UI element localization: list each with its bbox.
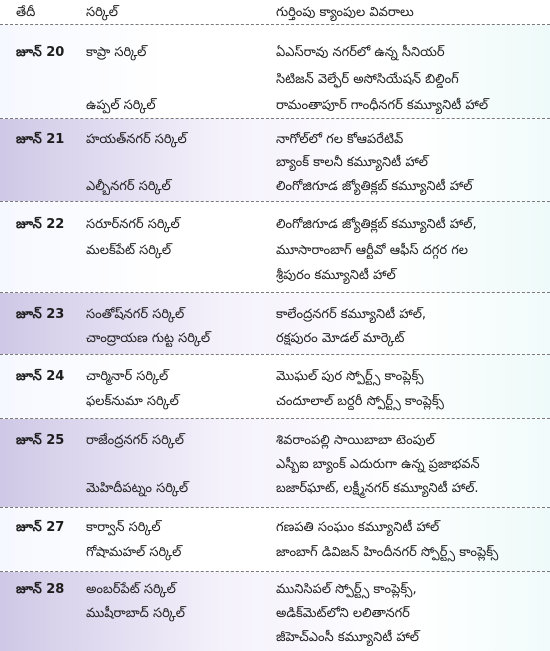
row-venue: మూసారాంబాగ్ ఆర్టీవో ఆఫీస్ దగ్గర గల: [276, 243, 468, 258]
row-circle: రాజేంద్రనగర్ సర్కిల్: [86, 433, 184, 448]
row-date: జూన్ 23: [16, 307, 65, 322]
row-circle: సరూర్‌నగర్ సర్కిల్: [86, 217, 180, 232]
table-row: [0, 572, 550, 651]
row-circle: చాంద్రాయణ గుట్ట సర్కిల్: [86, 331, 211, 346]
row-venue: శ్రీపురం కమ్యూనిటీ హాల్: [276, 268, 396, 283]
row-venue: కాలేంద్రనగర్ కమ్యూనిటీ హాల్,: [276, 307, 427, 322]
row-circle: కార్వాన్ సర్కిల్: [86, 520, 161, 535]
row-venue: రామంతాపూర్ గాంధీనగర్ కమ్యూనిటీ హాల్: [276, 98, 489, 113]
row-venue: బ్యాంక్ కాలనీ కమ్యూనిటీ హాల్: [276, 155, 428, 170]
row-venue: ఏఎస్‌రావు నగర్‌లో ఉన్న సీనియర్: [276, 45, 445, 60]
table-row: [0, 293, 550, 354]
table-row: [0, 25, 550, 118]
row-date: జూన్ 25: [16, 433, 65, 448]
table-header: [0, 0, 550, 24]
row-circle: ఉప్పల్ సర్కిల్: [86, 98, 156, 113]
row-venue: బజార్‌ఘాట్, లక్ష్మీనగర్ కమ్యూనిటీ హాల్.: [276, 481, 479, 496]
row-date: జూన్ 27: [16, 520, 65, 535]
row-date: జూన్ 24: [16, 369, 65, 384]
header-date: తేదీ: [16, 5, 36, 20]
row-circle: కాప్రా సర్కిల్: [86, 45, 147, 60]
row-circle: మెహిదీపట్నం సర్కిల్: [86, 481, 189, 496]
row-circle: చార్మినార్ సర్కిల్: [86, 369, 169, 384]
row-date: జూన్ 21: [16, 132, 65, 147]
row-date: జూన్ 20: [16, 45, 65, 60]
row-venue: గణపతి సంఘం కమ్యూనిటీ హాల్: [276, 520, 440, 535]
header-circle: సర్కిల్: [86, 5, 118, 20]
row-venue: అడిక్‌మెట్‌లోని లలితానగర్: [276, 606, 410, 621]
row-venue: ఎస్బీఐ బ్యాంక్ ఎదురుగా ఉన్న ప్రజాభవన్: [276, 457, 480, 472]
row-circle: ఫలక్‌నుమా సర్కిల్: [86, 394, 179, 409]
table-row: [0, 355, 550, 418]
row-circle: ముషీరాబాద్ సర్కిల్: [86, 606, 185, 621]
row-date: జూన్ 22: [16, 217, 65, 232]
row-circle: సంతోష్‌నగర్ సర్కిల్: [86, 307, 185, 322]
row-circle: ఎల్బీనగర్ సర్కిల్: [86, 179, 171, 194]
row-venue: మొఘల్ పుర స్పోర్ట్స్ కాంప్లెక్స్: [276, 369, 424, 384]
row-venue: శివరాంపల్లి సాయిబాబా టెంపుల్: [276, 433, 435, 448]
row-venue: లింగోజిగూడ జ్యోతిక్లబ్ కమ్యూనిటీ హాల్,: [276, 217, 477, 232]
row-date: జూన్ 28: [16, 582, 65, 597]
row-circle: గోషామహల్ సర్కిల్: [86, 545, 182, 560]
row-venue: రక్షపురం మోడల్ మార్కెట్: [276, 331, 405, 346]
table-row: [0, 119, 550, 201]
row-venue: చందూలాల్ బర్దరీ స్పోర్ట్స్ కాంప్లెక్స్: [276, 394, 444, 409]
table-row: [0, 508, 550, 571]
row-circle: హయత్‌నగర్ సర్కిల్: [86, 132, 187, 147]
row-venue: మునిసిపల్ స్పోర్ట్స్ కాంప్లెక్స్,: [276, 582, 417, 597]
row-circle: అంబర్‌పేట్ సర్కిల్: [86, 582, 176, 597]
row-circle: మలక్‌పేట్ సర్కిల్: [86, 243, 172, 258]
header-details: గుర్తింపు క్యాంపుల వివరాలు: [276, 5, 414, 20]
row-venue: లింగోజిగూడ జ్యోతిక్లబ్ కమ్యూనిటీ హాల్: [276, 179, 473, 194]
row-venue: సిటిజన్ వెల్ఫేర్ అసోసియేషన్ బిల్డింగ్: [276, 72, 459, 87]
row-venue: జాంబాగ్ డివిజన్ హిందీనగర్ స్పోర్ట్స్ కాంప్లెక్స్: [276, 545, 499, 560]
table-row: [0, 202, 550, 292]
table-row: [0, 419, 550, 507]
row-venue: జీహెచ్‌ఎంసీ కమ్యూనిటీ హాల్: [276, 630, 420, 645]
row-venue: నాగోల్‌లో గల కోఆపరేటివ్: [276, 132, 404, 147]
